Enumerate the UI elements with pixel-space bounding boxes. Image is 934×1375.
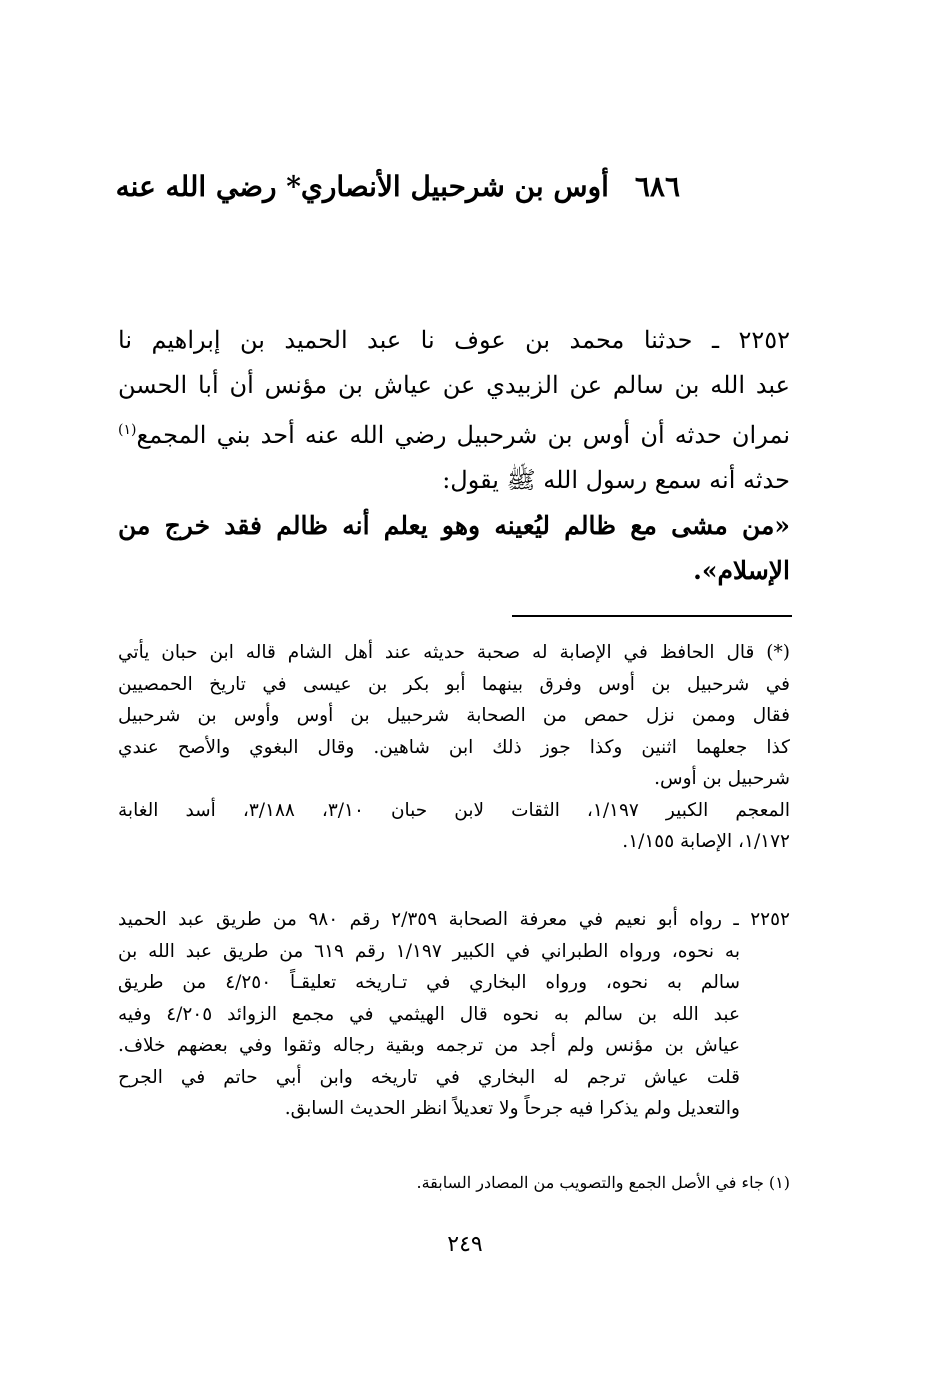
footnote-marker: (١) <box>118 422 137 438</box>
entry-number: ٦٨٦ <box>634 170 680 203</box>
footnote-line: ٢٢٥٢ ـ رواه أبو نعيم في معرفة الصحابة ٢/٣٥٩ رقم ٩٨٠ من طريق عبد الحميد <box>118 909 790 930</box>
hadith-line: عبد الله بن سالم عن الزبيدي عن عياش بن مؤنس أن أبا الحسن <box>118 371 790 399</box>
hadith-quote-line: «من مشى مع ظالم ليُعينه وهو يعلم أنه ظالم فقد خرج من <box>118 511 790 540</box>
footnote-line: ١/١٧٢، الإصابة ١/١٥٥. <box>622 831 790 852</box>
footnote-line: شرحبيل بن أوس. <box>654 768 790 789</box>
hadith-quote-line: الإسلام». <box>693 556 790 585</box>
footnote-line: عياش بن مؤنس ولم أجد من ترجمه وبقية رجاله وثقوا وفي بعضهم خلاف. <box>118 1035 740 1056</box>
footnote-separator <box>512 615 792 617</box>
footnote-line: كذا جعلهما اثنين وكذا جوز ذلك ابن شاهين. وقال البغوي والأصح عندي <box>118 736 790 758</box>
hadith-line: حدثه أنه سمع رسول الله ﷺ يقول: <box>442 466 790 494</box>
entry-title: أوس بن شرحبيل الأنصاري* رضي الله عنه <box>115 170 609 203</box>
hadith-footnote <box>118 904 790 1125</box>
footnote-line: والتعديل ولم يذكرا فيه جرحاً ولا تعديلاً انظر الحديث السابق. <box>284 1098 740 1119</box>
hadith-text <box>118 318 790 593</box>
footnote-line: عبد الله بن سالم به نحوه قال الهيثمي في مجمع الزوائد ٤/٢٠٥ وفيه <box>118 1003 740 1025</box>
hadith-line-with-footnote <box>118 408 790 458</box>
numbered-footnote <box>118 1170 790 1196</box>
hadith-line-text: نمران حدثه أن أوس بن شرحبيل رضي الله عنه أحد بني المجمع <box>136 421 790 449</box>
footnote-line: به نحوه، ورواه الطبراني في الكبير ١/١٩٧ رقم ٦١٩ من طريق عبد الله بن <box>118 940 740 962</box>
star-footnote <box>118 637 790 858</box>
footnote-line: (١) جاء في الأصل الجمع والتصويب من المصادر السابقة. <box>416 1173 790 1192</box>
footnote-line: في شرحبيل بن أوس وفرق بينهما أبو بكر بن عيسى في تاريخ الحمصيين <box>118 673 790 695</box>
footnote-line: المعجم الكبير ١/١٩٧، الثقات لابن حبان ٣/١٠، ٣/١٨٨، أسد الغابة <box>118 799 790 821</box>
entry-heading <box>115 170 680 203</box>
footnote-line: فقال وممن نزل حمص من الصحابة شرحبيل بن أوس وأوس بن شرحبيل <box>118 705 790 726</box>
footnote-line: قلت عياش ترجم له البخاري في تاريخه وابن أبي حاتم في الجرح <box>118 1066 740 1088</box>
page-number: ٢٤٩ <box>447 1232 483 1257</box>
hadith-line: ٢٢٥٢ ـ حدثنا محمد بن عوف نا عبد الحميد بن إبراهيم نا <box>118 326 790 354</box>
footnote-line: (*) قال الحافظ في الإصابة له صحبة حديثه عند أهل الشام قاله ابن حبان يأتي <box>118 642 790 663</box>
footnote-line: سالم به نحوه، ورواه البخاري في تـاريخه تعليقـاً ٤/٢٥٠ من طريق <box>118 972 741 993</box>
